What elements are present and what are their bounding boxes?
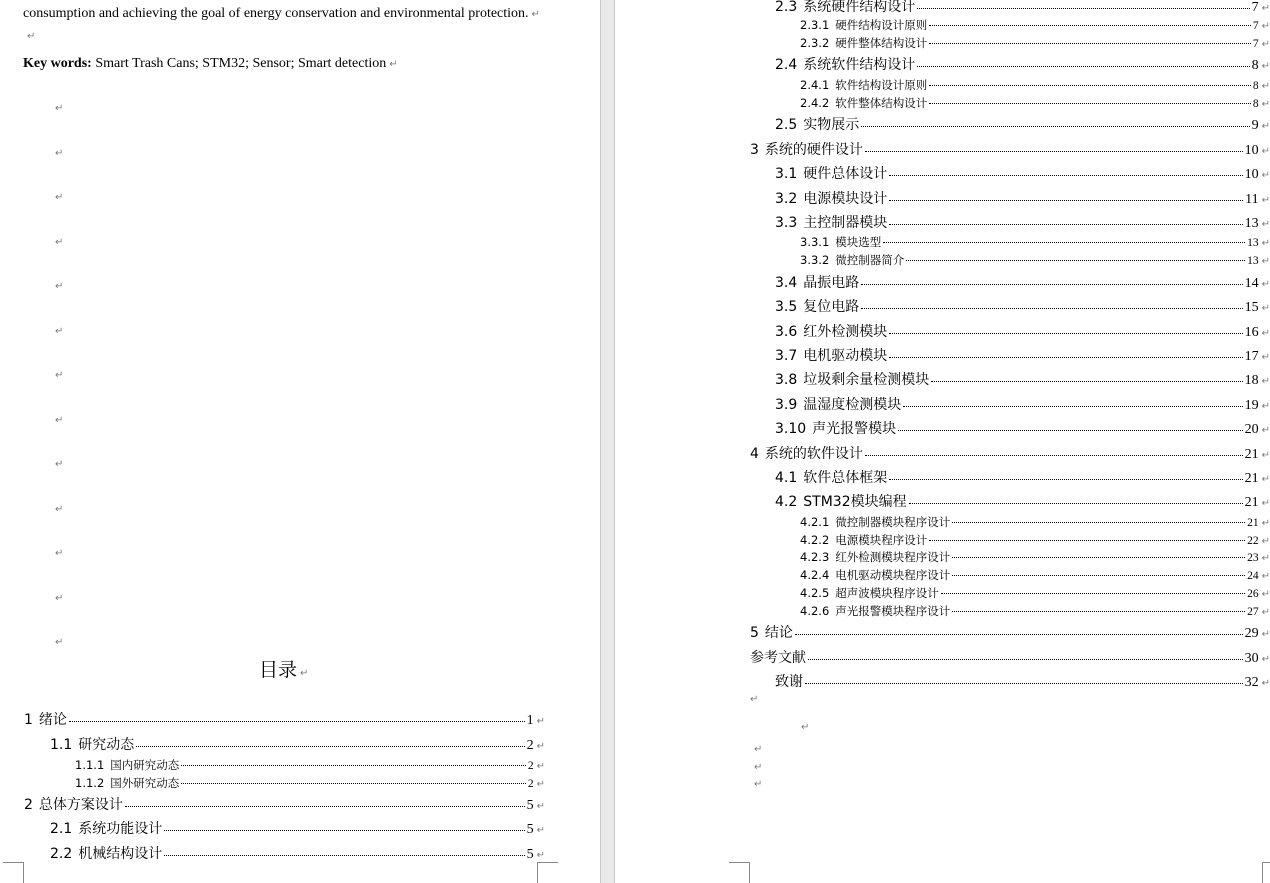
toc-entry-title: 声光报警模块: [812, 421, 897, 437]
toc-dot-leader: [917, 66, 1249, 67]
toc-entry-number: 3.6: [775, 324, 798, 340]
toc-entry-number: 2.3: [775, 0, 798, 15]
toc-entry-title: 红外检测模块程序设计: [835, 550, 951, 564]
toc-entry-number: 3: [750, 142, 759, 158]
paragraph-mark-icon: ↵: [801, 722, 810, 733]
toc-dot-leader: [865, 151, 1243, 152]
toc-entry[interactable]: [750, 139, 1270, 159]
toc-dot-leader: [889, 357, 1242, 358]
toc-entry-number: 1.1.1: [75, 758, 105, 772]
toc-entry[interactable]: [775, 369, 1270, 389]
page-corner-mark: [1262, 862, 1270, 883]
paragraph-mark-icon: ↵: [1261, 654, 1270, 665]
toc-entry-title: 系统的硬件设计: [764, 142, 863, 158]
page-corner-mark: [3, 862, 24, 883]
toc-entry[interactable]: [24, 709, 545, 729]
toc-entry-title: 电源模块设计: [803, 191, 888, 207]
toc-entry-number: 4.1: [775, 470, 798, 486]
toc-entry-title: 国内研究动态: [110, 758, 180, 772]
toc-entry-title: 系统的软件设计: [764, 446, 863, 462]
toc-entry-number: 2: [24, 797, 33, 813]
toc-entry[interactable]: [775, 54, 1270, 74]
toc-entry-page: 5: [526, 798, 534, 813]
paragraph-mark-icon: ↵: [1261, 536, 1270, 547]
toc-entry-title: 温湿度检测模块: [803, 397, 902, 413]
toc-entry-title: 总体方案设计: [38, 797, 123, 813]
paragraph-mark-icon: ↵: [55, 415, 64, 426]
toc-entry[interactable]: [775, 418, 1270, 438]
toc-entry[interactable]: [800, 567, 1270, 583]
toc-entry-title: 微控制器模块程序设计: [835, 515, 951, 529]
toc-dot-leader: [181, 783, 526, 784]
toc-dot-leader: [931, 381, 1242, 382]
toc-entry[interactable]: [775, 671, 1270, 691]
toc-entry[interactable]: [775, 272, 1270, 292]
paragraph-mark-icon: ↵: [536, 716, 545, 727]
paragraph-mark-icon: ↵: [1261, 61, 1270, 72]
toc-entry[interactable]: [800, 234, 1270, 250]
toc-entry[interactable]: [775, 114, 1270, 134]
toc-entry-number: 2.1: [50, 821, 73, 837]
toc-dot-leader: [805, 683, 1243, 684]
toc-entry-page: 30: [1244, 651, 1259, 666]
toc-entry-number: 4.2.6: [800, 604, 830, 618]
toc-entry-page: 10: [1244, 143, 1259, 158]
toc-entry-number: 1: [24, 712, 33, 728]
toc-entry-number: 4.2.5: [800, 586, 830, 600]
toc-heading: [259, 655, 308, 682]
toc-entry-page: 17: [1244, 349, 1259, 364]
toc-dot-leader: [898, 430, 1242, 431]
paragraph-mark-icon: ↵: [1261, 121, 1270, 132]
toc-entry-number: 2.4.1: [800, 78, 830, 92]
toc-entry[interactable]: [775, 321, 1270, 341]
toc-entry-title: 微控制器简介: [835, 253, 905, 267]
toc-entry-title: 参考文献: [750, 650, 806, 666]
paragraph-mark-icon: ↵: [1261, 39, 1270, 50]
toc-entry-title: 垃圾剩余量检测模块: [803, 372, 930, 388]
toc-dot-leader: [889, 175, 1242, 176]
toc-entry-number: 2.3.1: [800, 18, 830, 32]
toc-entry-number: 3.2: [775, 191, 798, 207]
abstract-tail: consumption and achieving the goal of energy conservation and environmental protection.: [23, 6, 529, 21]
toc-entry-number: 4.2.4: [800, 568, 830, 582]
paragraph-mark-icon: ↵: [1261, 328, 1270, 339]
toc-dot-leader: [889, 479, 1242, 480]
toc-entry[interactable]: [775, 0, 1270, 16]
paragraph-mark-icon: ↵: [55, 281, 64, 292]
toc-entry-number: 4.2: [775, 494, 798, 510]
toc-entry[interactable]: [775, 296, 1270, 316]
toc-dot-leader: [929, 85, 1251, 86]
paragraph-mark-icon: ↵: [55, 103, 64, 114]
toc-entry[interactable]: [800, 252, 1270, 268]
paragraph-mark-icon: ↵: [1261, 401, 1270, 412]
toc-entry-page: 27: [1247, 606, 1259, 618]
paragraph-mark-icon: ↵: [1261, 498, 1270, 509]
toc-entry[interactable]: [75, 757, 545, 773]
toc-entry-page: 5: [526, 847, 534, 862]
paragraph-mark-icon: ↵: [1261, 238, 1270, 249]
toc-dot-leader: [917, 8, 1249, 9]
paragraph-mark-icon: ↵: [1261, 376, 1270, 387]
toc-entry[interactable]: [775, 212, 1270, 232]
toc-entry-number: 5: [750, 625, 759, 641]
toc-entry-page: 10: [1244, 167, 1259, 182]
paragraph-mark-icon: ↵: [1261, 219, 1270, 230]
paragraph-mark-icon: ↵: [1261, 607, 1270, 618]
toc-entry-title: 软件整体结构设计: [835, 96, 928, 110]
toc-dot-leader: [808, 659, 1243, 660]
toc-dot-leader: [861, 284, 1242, 285]
toc-entry[interactable]: [50, 818, 545, 838]
toc-entry-number: 4.2.1: [800, 515, 830, 529]
paragraph-mark-icon: ↵: [55, 459, 64, 470]
toc-dot-leader: [929, 25, 1251, 26]
paragraph-mark-icon: ↵: [55, 548, 64, 559]
paragraph-mark-icon: ↵: [536, 801, 545, 812]
toc-dot-leader: [69, 721, 525, 722]
toc-dot-leader: [952, 522, 1245, 523]
toc-entry-number: 2.4: [775, 57, 798, 73]
toc-entry-page: 29: [1244, 626, 1259, 641]
paragraph-mark-icon: ↵: [536, 779, 545, 790]
page-corner-mark: [537, 862, 558, 883]
toc-entry[interactable]: [800, 585, 1270, 601]
toc-dot-leader: [929, 540, 1245, 541]
toc-entry-page: 7: [1252, 20, 1259, 32]
toc-entry-page: 13: [1247, 237, 1259, 249]
paragraph-mark-icon: ↵: [536, 741, 545, 752]
paragraph-mark-icon: ↵: [531, 9, 540, 20]
toc-entry[interactable]: [800, 95, 1270, 111]
page-corner-mark: [729, 862, 750, 883]
toc-dot-leader: [164, 855, 524, 856]
toc-entry[interactable]: [800, 35, 1270, 51]
paragraph-mark-icon: ↵: [300, 668, 309, 679]
toc-entry[interactable]: [750, 443, 1270, 463]
toc-entry-page: 21: [1244, 471, 1259, 486]
toc-entry-page: 1: [526, 713, 534, 728]
toc-dot-leader: [941, 593, 1245, 594]
keywords-label: Key words:: [23, 56, 92, 71]
toc-entry-title: 研究动态: [78, 737, 135, 753]
paragraph-mark-icon: ↵: [754, 762, 763, 773]
toc-entry[interactable]: [800, 603, 1270, 619]
paragraph-mark-icon: ↵: [55, 593, 64, 604]
toc-entry[interactable]: [75, 775, 545, 791]
toc-dot-leader: [929, 43, 1251, 44]
toc-entry-title: 模块选型: [835, 235, 882, 249]
toc-entry-page: 2: [527, 778, 534, 790]
toc-entry-number: 3.4: [775, 275, 798, 291]
toc-dot-leader: [861, 308, 1242, 309]
toc-entry-page: 32: [1244, 675, 1259, 690]
paragraph-mark-icon: ↵: [55, 504, 64, 515]
toc-entry-page: 2: [526, 738, 534, 753]
toc-entry[interactable]: [775, 188, 1270, 208]
toc-dot-leader: [865, 455, 1243, 456]
toc-entry-page: 11: [1245, 192, 1259, 207]
toc-entry-page: 7: [1252, 38, 1259, 50]
toc-entry[interactable]: [800, 77, 1270, 93]
toc-entry[interactable]: [800, 17, 1270, 33]
paragraph-mark-icon: ↵: [536, 850, 545, 861]
toc-dot-leader: [136, 746, 524, 747]
toc-entry[interactable]: [775, 345, 1270, 365]
keywords-line: [23, 55, 398, 74]
toc-entry-title: 晶振电路: [803, 275, 860, 291]
paragraph-mark-icon: ↵: [1261, 21, 1270, 32]
toc-entry-title: 主控制器模块: [803, 215, 888, 231]
toc-entry-page: 5: [526, 822, 534, 837]
document-page-right: [615, 0, 1270, 883]
toc-dot-leader: [903, 406, 1242, 407]
toc-entry-title: STM32模块编程: [803, 494, 907, 510]
toc-entry-page: 9: [1251, 118, 1259, 133]
paragraph-mark-icon: ↵: [1261, 3, 1270, 14]
paragraph-mark-icon: ↵: [536, 825, 545, 836]
paragraph-mark-icon: ↵: [27, 31, 36, 42]
paragraph-mark-icon: ↵: [1261, 256, 1270, 267]
toc-dot-leader: [909, 503, 1243, 504]
paragraph-mark-icon: ↵: [1261, 352, 1270, 363]
toc-entry[interactable]: [750, 622, 1270, 642]
paragraph-mark-icon: ↵: [1261, 425, 1270, 436]
abstract-tail-text: [23, 5, 540, 24]
paragraph-mark-icon: ↵: [1261, 195, 1270, 206]
toc-dot-leader: [952, 575, 1245, 576]
toc-entry-title: 结论: [764, 625, 793, 641]
toc-entry-title: 致谢: [775, 674, 803, 690]
toc-dot-leader: [795, 634, 1243, 635]
toc-entry[interactable]: [775, 467, 1270, 487]
toc-dot-leader: [906, 260, 1245, 261]
paragraph-mark-icon: ↵: [55, 637, 64, 648]
toc-entry-page: 26: [1247, 588, 1259, 600]
toc-entry-title: 机械结构设计: [78, 846, 163, 862]
toc-entry-number: 2.4.2: [800, 96, 830, 110]
toc-dot-leader: [929, 103, 1251, 104]
toc-dot-leader: [861, 126, 1249, 127]
paragraph-mark-icon: ↵: [1261, 571, 1270, 582]
paragraph-mark-icon: ↵: [55, 237, 64, 248]
paragraph-mark-icon: ↵: [1261, 589, 1270, 600]
paragraph-mark-icon: ↵: [1261, 279, 1270, 290]
toc-entry-title: 红外检测模块: [803, 324, 888, 340]
toc-entry[interactable]: [800, 514, 1270, 530]
toc-entry-number: 3.8: [775, 372, 798, 388]
toc-entry-number: 4.2.2: [800, 533, 830, 547]
toc-entry[interactable]: [775, 394, 1270, 414]
toc-entry-number: 3.9: [775, 397, 798, 413]
toc-entry-number: 2.5: [775, 117, 798, 133]
toc-entry-number: 3.3.1: [800, 235, 830, 249]
paragraph-mark-icon: ↵: [1261, 518, 1270, 529]
paragraph-mark-icon: ↵: [55, 326, 64, 337]
toc-entry-title: 超声波模块程序设计: [835, 586, 939, 600]
toc-entry-title: 系统软件结构设计: [803, 57, 916, 73]
paragraph-mark-icon: ↵: [1261, 81, 1270, 92]
toc-dot-leader: [952, 611, 1245, 612]
toc-title: 目录: [259, 659, 298, 681]
paragraph-mark-icon: ↵: [1261, 303, 1270, 314]
toc-entry-page: 13: [1244, 216, 1259, 231]
toc-entry-number: 4: [750, 446, 759, 462]
toc-entry-page: 15: [1244, 300, 1259, 315]
toc-entry-title: 硬件整体结构设计: [835, 36, 928, 50]
paragraph-mark-icon: ↵: [1261, 678, 1270, 689]
toc-entry-page: 8: [1252, 80, 1259, 92]
toc-entry-page: 8: [1251, 58, 1259, 73]
toc-entry-title: 国外研究动态: [110, 776, 180, 790]
toc-entry-page: 22: [1247, 535, 1259, 547]
toc-entry-page: 16: [1244, 325, 1259, 340]
toc-entry[interactable]: [50, 734, 545, 754]
paragraph-mark-icon: ↵: [1261, 629, 1270, 640]
toc-entry-page: 7: [1251, 0, 1259, 15]
paragraph-mark-icon: ↵: [750, 694, 759, 705]
toc-entry-page: 21: [1244, 447, 1259, 462]
paragraph-mark-icon: ↵: [754, 779, 763, 790]
toc-entry-number: 3.5: [775, 299, 798, 315]
toc-entry-title: 电机驱动模块程序设计: [835, 568, 951, 582]
toc-entry[interactable]: [775, 163, 1270, 183]
toc-entry-page: 21: [1247, 517, 1259, 529]
toc-entry-title: 实物展示: [803, 117, 860, 133]
toc-entry-title: 硬件结构设计原则: [835, 18, 928, 32]
paragraph-mark-icon: ↵: [1261, 146, 1270, 157]
toc-entry[interactable]: [775, 491, 1270, 511]
toc-entry[interactable]: [50, 843, 545, 863]
toc-entry-title: 电机驱动模块: [803, 348, 888, 364]
paragraph-mark-icon: ↵: [1261, 170, 1270, 181]
toc-entry-title: 绪论: [38, 712, 67, 728]
toc-entry-number: 3.7: [775, 348, 798, 364]
toc-entry-page: 21: [1244, 495, 1259, 510]
toc-entry-title: 复位电路: [803, 299, 860, 315]
toc-entry[interactable]: [800, 532, 1270, 548]
toc-dot-leader: [889, 224, 1242, 225]
toc-entry-number: 3.3.2: [800, 253, 830, 267]
toc-entry-page: 20: [1244, 422, 1259, 437]
toc-entry-page: 13: [1247, 255, 1259, 267]
toc-dot-leader: [181, 765, 526, 766]
toc-entry-number: 1.1.2: [75, 776, 105, 790]
toc-entry-page: 14: [1244, 276, 1259, 291]
paragraph-mark-icon: ↵: [389, 59, 398, 70]
toc-entry-title: 声光报警模块程序设计: [835, 604, 951, 618]
document-page-left: [0, 0, 600, 883]
paragraph-mark-icon: ↵: [55, 192, 64, 203]
toc-dot-leader: [125, 806, 525, 807]
toc-dot-leader: [952, 557, 1245, 558]
toc-entry-page: 24: [1247, 570, 1259, 582]
paragraph-mark-icon: ↵: [536, 761, 545, 772]
toc-dot-leader: [164, 830, 524, 831]
toc-dot-leader: [889, 333, 1242, 334]
toc-entry-page: 23: [1247, 552, 1259, 564]
paragraph-mark-icon: ↵: [1261, 450, 1270, 461]
page-gutter: [600, 0, 615, 883]
keywords-text: Smart Trash Cans; STM32; Sensor; Smart detection: [95, 56, 387, 71]
toc-entry-number: 3.10: [775, 421, 807, 437]
toc-entry[interactable]: [750, 647, 1270, 667]
paragraph-mark-icon: ↵: [1261, 99, 1270, 110]
toc-entry-title: 系统功能设计: [78, 821, 163, 837]
paragraph-mark-icon: ↵: [1261, 553, 1270, 564]
paragraph-mark-icon: ↵: [1261, 474, 1270, 485]
toc-entry[interactable]: [800, 549, 1270, 565]
toc-entry-number: 3.1: [775, 166, 798, 182]
paragraph-mark-icon: ↵: [55, 148, 64, 159]
toc-entry-number: 3.3: [775, 215, 798, 231]
toc-entry-number: 1.1: [50, 737, 73, 753]
paragraph-mark-icon: ↵: [55, 370, 64, 381]
toc-entry-title: 系统硬件结构设计: [803, 0, 916, 15]
toc-entry-title: 软件结构设计原则: [835, 78, 928, 92]
toc-entry-title: 电源模块程序设计: [835, 533, 928, 547]
paragraph-mark-icon: ↵: [754, 744, 763, 755]
toc-entry-page: 18: [1244, 373, 1259, 388]
toc-dot-leader: [889, 200, 1243, 201]
toc-entry-number: 2.2: [50, 846, 73, 862]
toc-entry-page: 2: [527, 760, 534, 772]
toc-dot-leader: [883, 242, 1245, 243]
toc-entry-number: 2.3.2: [800, 36, 830, 50]
toc-entry-page: 8: [1252, 98, 1259, 110]
toc-entry-number: 4.2.3: [800, 550, 830, 564]
toc-entry[interactable]: [24, 794, 545, 814]
toc-entry-page: 19: [1244, 398, 1259, 413]
toc-entry-title: 硬件总体设计: [803, 166, 888, 182]
toc-entry-title: 软件总体框架: [803, 470, 888, 486]
